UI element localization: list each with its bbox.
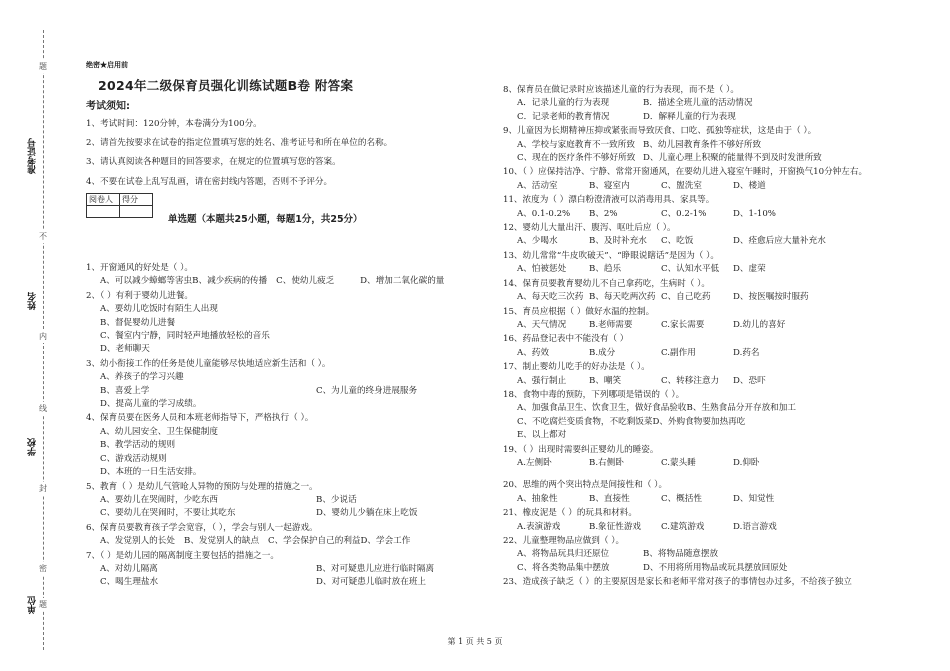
answer-option[interactable]: C、转移注意力 [661, 375, 720, 386]
answer-option[interactable]: B、寝室内 [589, 180, 630, 191]
answer-option[interactable]: C、0.2-1% [661, 208, 707, 219]
option-row [503, 111, 915, 124]
answer-option[interactable]: D、本班的一日生活安排。 [100, 467, 202, 478]
answer-option[interactable]: B、直接性 [589, 493, 630, 504]
question-text: 8、保育员在做记录时应该描述儿童的行为表现，而不是（ ）。 [503, 85, 739, 95]
answer-option[interactable]: B、对可疑患儿应进行临时隔离 [316, 563, 435, 574]
answer-option[interactable]: D、儿童心理上积聚的能量得不到及时发泄所致 [643, 153, 822, 164]
option-row [503, 548, 915, 561]
answer-option[interactable]: C、自己吃药 [661, 292, 711, 303]
option-row [86, 535, 486, 548]
question-text: 11、浓度为（ ）漂白粉澄清液可以消毒用具、家具等。 [503, 195, 715, 206]
option-row [503, 180, 915, 193]
answer-option[interactable]: C、学会保护自己的利益 [268, 536, 361, 547]
score-table-cell[interactable] [120, 206, 153, 218]
answer-option[interactable]: C、餐室内宁静，同时轻声地播放轻松的音乐 [100, 331, 270, 342]
answer-option[interactable]: A、养孩子的学习兴趣 [100, 372, 184, 383]
question-text: 21、橡皮泥是（ ）的玩具和材料。 [503, 508, 637, 519]
answer-option[interactable]: B、督促婴幼儿进餐 [100, 317, 176, 328]
option-row [503, 291, 915, 304]
option-row [86, 371, 486, 384]
answer-option[interactable]: C、现在的医疗条件不够好所致 [517, 153, 636, 164]
option-row [503, 402, 915, 415]
answer-option[interactable]: B、发觉别人的缺点 [184, 536, 260, 547]
answer-option[interactable]: C.蒙头睡 [661, 457, 696, 468]
answer-option[interactable]: C.建筑游戏 [661, 521, 705, 532]
answer-option[interactable]: C、要幼儿在哭闹时，不要让其吃东 [100, 508, 236, 519]
answer-option[interactable]: C、为儿童的终身进展服务 [316, 385, 418, 396]
answer-option[interactable]: B、2% [589, 208, 618, 219]
seal-word: 线 [39, 404, 47, 413]
answer-option[interactable]: A、活动室 [517, 180, 558, 191]
option-row [86, 576, 486, 589]
answer-option[interactable]: D.仰卧 [733, 457, 760, 468]
answer-option[interactable]: A、强行制止 [517, 375, 567, 386]
option-row [503, 97, 915, 110]
question-text: 18、食物中毒的预防，下列哪项是错误的（ ）。 [503, 389, 685, 400]
field-exam-number: 准考证号 [28, 138, 38, 174]
question-text: 19、（ ）出现时需要纠正婴幼儿的睡姿。 [503, 444, 659, 455]
option-row [86, 303, 486, 316]
score-table-reviewer: 阅卷人 [87, 194, 120, 206]
score-table-score: 得分 [120, 194, 153, 206]
option-row [86, 385, 486, 398]
answer-option[interactable]: A、每天吃三次药 [517, 292, 584, 303]
answer-option[interactable]: C、喝生理盐水 [100, 577, 159, 588]
score-table [86, 193, 153, 218]
question-text: 15、育员应根据（ ）做好水温的控制。 [503, 306, 655, 317]
option-row [86, 453, 486, 466]
answer-option[interactable]: D、虚荣 [733, 264, 766, 275]
answer-option[interactable]: B、生熟食品分开存放和加工 [686, 403, 796, 414]
option-row [503, 319, 915, 332]
question-text: 16、药品登记表中不能没有（ ） [503, 334, 629, 345]
answer-option[interactable]: A、要幼儿吃饭时有陌生人出现 [100, 304, 218, 315]
answer-option[interactable]: A、少喝水 [517, 236, 558, 247]
seal-word: 内 [39, 332, 47, 341]
option-row [503, 235, 915, 248]
answer-option[interactable]: D.药名 [733, 347, 760, 358]
question-text: 14、保育员要教育婴幼儿不自己拿药吃，生病时（ ）。 [503, 278, 711, 289]
option-row [86, 275, 486, 288]
field-unit: 单位 [28, 596, 38, 614]
answer-option[interactable]: B.成分 [589, 347, 616, 358]
answer-option[interactable]: C.副作用 [661, 347, 696, 358]
answer-option[interactable]: A．记录儿童的行为表现 [517, 98, 610, 109]
answer-option[interactable]: A、加强食品卫生、饮食卫生，做好食品验收 [517, 403, 687, 414]
answer-option[interactable]: A、对幼儿隔离 [100, 563, 158, 574]
question-text: 12、婴幼儿大量出汗、腹泻、呕吐后应（ ）。 [503, 223, 676, 234]
answer-option[interactable]: B、教学活动的规则 [100, 440, 176, 451]
question-text: 13、幼儿常常“牛皮吹破天”、“睁眼说瞎话”是因为（ ）。 [503, 250, 720, 261]
seal-word: 题 [39, 62, 47, 71]
answer-option[interactable]: E、以上都对 [517, 430, 567, 441]
answer-option[interactable]: D、老师聊天 [100, 344, 150, 355]
score-table-cell[interactable] [87, 206, 120, 218]
option-row [503, 152, 915, 165]
option-row [86, 439, 486, 452]
seal-word: 封 [39, 484, 47, 493]
answer-option[interactable]: B．描述全班儿童的活动情况 [643, 98, 753, 109]
notice-title: 考试须知: [86, 101, 130, 112]
answer-option[interactable]: C、将各类物品集中摆放 [517, 562, 610, 573]
option-row [86, 426, 486, 439]
seal-word: 不 [39, 232, 47, 241]
answer-option[interactable]: A、幼儿园安全、卫生保健制度 [100, 426, 218, 437]
option-row [86, 317, 486, 330]
answer-option[interactable]: A、要幼儿在哭闹时，少吃东西 [100, 494, 218, 505]
answer-option[interactable]: C．记录老师的教育情况 [517, 111, 610, 122]
notice-item: 3、请认真阅读各种题目的回答要求，在规定的位置填写您的答案。 [86, 157, 341, 167]
question-text: 20、思维的两个突出特点是间接性和（ ）。 [503, 480, 668, 491]
answer-option[interactable]: B、及时补充水 [589, 236, 647, 247]
field-school: 学校 [28, 438, 38, 456]
answer-option[interactable]: D、外购食物要加热再吃 [652, 416, 746, 427]
answer-option[interactable]: D、恐吓 [733, 375, 766, 386]
notice-item: 2、请首先按要求在试卷的指定位置填写您的姓名、准考证号和所在单位的名称。 [86, 138, 393, 148]
answer-option[interactable]: B、幼儿园教育条件不够好所致 [643, 139, 762, 150]
answer-option[interactable]: C、吃饭 [661, 236, 694, 247]
seal-word: 题 [39, 600, 47, 609]
answer-option[interactable]: C、概括性 [661, 493, 702, 504]
answer-option[interactable]: D、不用将所用物品或玩具摆放回原处 [643, 562, 788, 573]
answer-option[interactable]: D、痊愈后应大量补充水 [733, 236, 826, 247]
answer-option[interactable]: A、抽象性 [517, 493, 558, 504]
question-text: 2、（ ）有利于婴幼儿进餐。 [86, 290, 194, 301]
option-row [503, 375, 915, 388]
question-text: 6、保育员要教育孩子学会宽容，（ ），学会与别人一起游戏。 [86, 522, 318, 533]
answer-option[interactable]: D、学会工作 [360, 536, 411, 547]
answer-option[interactable]: B、减少疾病的传播 [192, 276, 268, 287]
answer-option[interactable]: B、喜爱上学 [100, 385, 150, 396]
option-row [503, 208, 915, 221]
option-row [503, 347, 915, 360]
question-column-right [503, 84, 915, 591]
answer-option[interactable]: C、游戏活动规则 [100, 453, 167, 464]
answer-option[interactable]: C、认知水平低 [661, 264, 720, 275]
question-text: 23、造成孩子缺乏（ ）的主要原因是家长和老师平常对孩子的事情包办过多，不给孩子独立 [503, 577, 852, 588]
answer-option[interactable]: D.幼儿的喜好 [733, 319, 786, 330]
option-row [86, 507, 486, 520]
answer-option[interactable]: D．解释儿童的行为表现 [643, 111, 736, 122]
answer-option[interactable]: D.语言游戏 [733, 521, 777, 532]
answer-option[interactable]: A、怕被惩处 [517, 264, 567, 275]
section-heading: 单选题（本题共25小题，每题1分，共25分） [168, 214, 363, 225]
answer-option[interactable]: B、每天吃两次药 [589, 292, 656, 303]
option-row [86, 494, 486, 507]
question-text: 4、保育员要在医务人员和本班老师指导下，严格执行（ ）。 [86, 413, 314, 424]
option-row [503, 493, 915, 506]
answer-option[interactable]: D、增加二氧化碳的量 [360, 276, 445, 287]
option-row [503, 416, 915, 429]
secret-label: 绝密★启用前 [86, 60, 128, 69]
answer-option[interactable]: B.老师需要 [589, 319, 633, 330]
option-row [503, 139, 915, 152]
answer-option[interactable]: A、学校与家庭教育不一致所致 [517, 139, 635, 150]
question-text: 1、开窗通风的好处是（ ）。 [86, 263, 194, 273]
answer-option[interactable]: C、不吃腐烂变质食物，不吃剩饭菜 [517, 416, 653, 427]
answer-option[interactable]: B、趋乐 [589, 264, 622, 275]
answer-option[interactable]: A、天气情况 [517, 319, 567, 330]
field-name: 姓名 [28, 292, 38, 310]
option-row [503, 457, 915, 470]
answer-option[interactable]: D、按医嘱按时服药 [733, 292, 809, 303]
question-text: 3、幼小衔接工作的任务是使儿童能够尽快地适应新生活和（ ）。 [86, 358, 331, 369]
page-title: 2024年二级保育员强化训练试题B卷 附答案 [98, 78, 354, 93]
question-text: 7、（ ）是幼儿园的隔离制度主要包括的措施之一。 [86, 550, 279, 561]
notice-item: 1、考试时间：120分钟，本卷满分为100分。 [86, 119, 262, 129]
answer-option[interactable]: D、对可疑患儿临时放在班上 [316, 577, 427, 588]
answer-option[interactable]: C、使幼儿疲乏 [276, 276, 335, 287]
seal-word: 密 [39, 564, 47, 573]
answer-option[interactable]: A、可以减少蟑螂等害虫 [100, 276, 193, 287]
binding-margin [22, 30, 52, 650]
option-row [86, 466, 486, 479]
answer-option[interactable]: D、提高儿童的学习成绩。 [100, 399, 202, 410]
answer-option[interactable]: A.表演游戏 [517, 521, 561, 532]
question-text: 10、（ ）应保持洁净、宁静、常常开窗通风，在要幼儿进入寝室午睡时，开窗换气10分钟左右。 [503, 167, 868, 178]
option-row [86, 330, 486, 343]
answer-option[interactable]: B、将物品随意摆放 [643, 549, 719, 560]
question-text: 17、制止婴幼儿吃手的好办法是（ ）。 [503, 362, 650, 373]
answer-option[interactable]: A、0.1-0.2% [517, 208, 571, 219]
answer-option[interactable]: C、盥洗室 [661, 180, 702, 191]
question-text: 22、儿童整理物品应做到（ ）。 [503, 536, 625, 546]
option-row [86, 398, 486, 411]
answer-option[interactable]: B.右侧卧 [589, 457, 624, 468]
option-row [86, 343, 486, 356]
answer-option[interactable]: A.左侧卧 [517, 457, 552, 468]
answer-option[interactable]: D、1-10% [733, 208, 776, 219]
answer-option[interactable]: D、婴幼儿少躺在床上吃饭 [316, 508, 418, 519]
question-text: 9、儿童因为长期精神压抑或紧张而导致厌食、口吃、孤独等症状，这是由于（ ）。 [503, 126, 817, 137]
question-text: 5、教育（ ）是幼儿气管呛人异物的预防与处理的措施之一。 [86, 481, 318, 492]
page-footer: 第 1 页 共 5 页 [447, 637, 503, 646]
answer-option[interactable]: B、嘲笑 [589, 375, 622, 386]
option-row [503, 521, 915, 534]
option-row [503, 429, 915, 442]
answer-option[interactable]: D、楼道 [733, 180, 766, 191]
answer-option[interactable]: B、少说话 [316, 494, 357, 505]
question-column-left [86, 262, 486, 591]
answer-option[interactable]: C.家长需要 [661, 319, 705, 330]
answer-option[interactable]: D、知觉性 [733, 493, 775, 504]
answer-option[interactable]: A、发觉别人的长处 [100, 536, 175, 547]
answer-option[interactable]: A、药效 [517, 347, 549, 358]
answer-option[interactable]: A、将物品玩具归还原位 [517, 549, 610, 560]
answer-option[interactable]: B.象征性游戏 [589, 521, 642, 532]
option-row [503, 263, 915, 276]
option-row [86, 563, 486, 576]
notice-item: 4、不要在试卷上乱写乱画，请在密封线内答题，否则不予评分。 [86, 177, 333, 187]
option-row [503, 562, 915, 575]
